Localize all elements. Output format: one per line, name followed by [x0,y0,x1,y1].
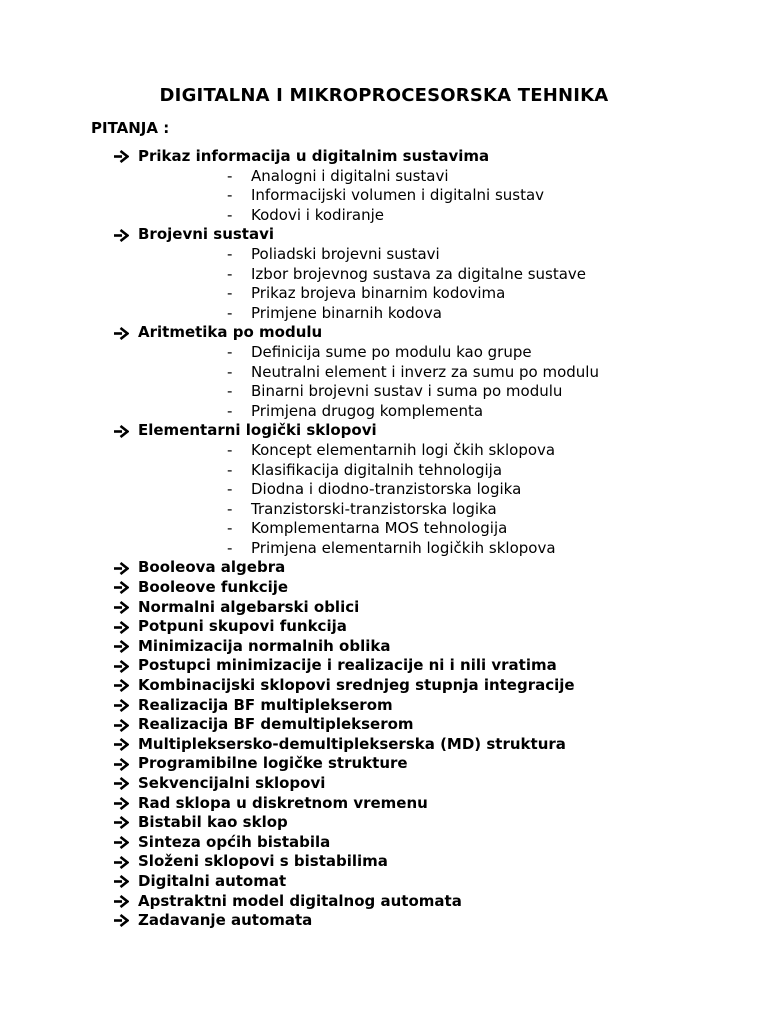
topic-item [0,617,768,637]
right-arrow-icon [113,621,138,634]
subtopic-item [0,363,768,383]
topic-item [0,696,768,716]
topic-item [0,578,768,598]
subtopic-item [0,206,768,226]
subtopic-label: Primjena elementarnih logičkih sklopova [251,538,556,557]
subtopic-item [0,402,768,422]
dash-marker: - [227,460,233,479]
right-arrow-icon [113,699,138,712]
right-arrow-icon [113,679,138,692]
topic-item [0,656,768,676]
topic-label: Booleove funkcije [138,578,289,597]
subtopic-item [0,480,768,500]
topic-item [0,637,768,657]
dash-marker: - [227,284,233,303]
right-arrow-icon [113,836,138,849]
topic-list [0,147,768,931]
dash-marker: - [227,264,233,283]
topic-item [0,911,768,931]
dash-marker: - [227,440,233,459]
dash-marker: - [227,519,233,538]
subtopic-item [0,519,768,539]
subtopic-label: Tranzistorski-tranzistorska logika [251,499,497,518]
right-arrow-icon [113,797,138,810]
subtopic-item [0,382,768,402]
topic-label: Složeni sklopovi s bistabilima [138,852,388,871]
subtopic-item [0,343,768,363]
subtopic-label: Komplementarna MOS tehnologija [251,519,508,538]
topic-item [0,323,768,343]
questions-label: PITANJA : [91,119,170,137]
topic-label: Minimizacija normalnih oblika [138,636,391,655]
right-arrow-icon [113,581,138,594]
topic-item [0,558,768,578]
document-title: DIGITALNA I MIKROPROCESORSKA TEHNIKA [159,85,609,106]
topic-item [0,794,768,814]
dash-marker: - [227,186,233,205]
subtopic-item [0,441,768,461]
dash-marker: - [227,538,233,557]
subtopic-item [0,245,768,265]
topic-item [0,852,768,872]
subtopic-label: Informacijski volumen i digitalni sustav [251,186,545,205]
subtopic-item [0,539,768,559]
topic-label: Digitalni automat [138,871,287,890]
subtopic-label: Klasifikacija digitalnih tehnologija [251,460,503,479]
subtopic-label: Diodna i diodno-tranzistorska logika [251,480,522,499]
topic-label: Apstraktni model digitalnog automata [138,891,462,910]
subtopic-label: Primjene binarnih kodova [251,303,442,322]
right-arrow-icon [113,327,138,340]
topic-label: Brojevni sustavi [138,225,275,244]
topic-label: Rad sklopa u diskretnom vremenu [138,793,428,812]
right-arrow-icon [113,719,138,732]
subtopic-label: Primjena drugog komplementa [251,401,484,420]
subtopic-label: Definicija sume po modulu kao grupe [251,342,532,361]
topic-label: Aritmetika po modulu [138,323,323,342]
subtopic-item [0,186,768,206]
subtopic-label: Koncept elementarnih logi čkih sklopova [251,440,556,459]
topic-label: Realizacija BF multiplekserom [138,695,393,714]
topic-label: Elementarni logički sklopovi [138,421,377,440]
right-arrow-icon [113,660,138,673]
topic-label: Zadavanje automata [138,911,313,930]
right-arrow-icon [113,895,138,908]
dash-marker: - [227,401,233,420]
subtopic-label: Neutralni element i inverz za sumu po modulu [251,362,599,381]
right-arrow-icon [113,229,138,242]
right-arrow-icon [113,758,138,771]
topic-label: Normalni algebarski oblici [138,597,360,616]
topic-label: Postupci minimizacije i realizacije ni i nili vratima [138,656,557,675]
dash-marker: - [227,499,233,518]
subtopic-label: Kodovi i kodiranje [251,205,384,224]
topic-label: Sekvencijalni sklopovi [138,774,326,792]
dash-marker: - [227,166,233,185]
topic-item [0,813,768,833]
topic-item [0,754,768,774]
dash-marker: - [227,205,233,224]
right-arrow-icon [113,425,138,438]
dash-marker: - [227,480,233,499]
topic-item [0,774,768,794]
topic-item [0,833,768,853]
right-arrow-icon [113,738,138,751]
right-arrow-icon [113,601,138,614]
dash-marker: - [227,244,233,263]
subtopic-label: Binarni brojevni sustav i suma po modulu [251,382,563,401]
dash-marker: - [227,362,233,381]
subtopic-item [0,461,768,481]
topic-item [0,676,768,696]
topic-item [0,421,768,441]
topic-item [0,598,768,618]
topic-label: Booleova algebra [138,558,286,577]
subtopic-item [0,500,768,520]
right-arrow-icon [113,777,138,790]
right-arrow-icon [113,875,138,888]
subtopic-item [0,265,768,285]
topic-label: Multipleksersko-demultiplekserska (MD) struktura [138,734,566,753]
right-arrow-icon [113,562,138,575]
right-arrow-icon [113,150,138,163]
topic-item [0,872,768,892]
subtopic-label: Poliadski brojevni sustavi [251,244,440,263]
topic-label: Programibilne logičke strukture [138,754,408,773]
dash-marker: - [227,342,233,361]
right-arrow-icon [113,856,138,869]
topic-item [0,892,768,912]
subtopic-item [0,284,768,304]
dash-marker: - [227,382,233,401]
topic-item [0,735,768,755]
dash-marker: - [227,303,233,322]
topic-label: Potpuni skupovi funkcija [138,617,347,636]
subtopic-item [0,304,768,324]
topic-label: Realizacija BF demultiplekserom [138,715,414,734]
topic-label: Bistabil kao sklop [138,813,288,832]
topic-item [0,147,768,167]
right-arrow-icon [113,914,138,927]
topic-label: Prikaz informacija u digitalnim sustavima [138,147,490,165]
subtopic-item [0,167,768,187]
topic-label: Kombinacijski sklopovi srednjeg stupnja integracije [138,676,575,695]
topic-item [0,225,768,245]
subtopic-label: Prikaz brojeva binarnim kodovima [251,284,506,303]
right-arrow-icon [113,640,138,653]
subtopic-label: Izbor brojevnog sustava za digitalne sustave [251,264,587,283]
right-arrow-icon [113,816,138,829]
topic-item [0,715,768,735]
subtopic-label: Analogni i digitalni sustavi [251,166,449,185]
topic-label: Sinteza općih bistabila [138,832,331,851]
